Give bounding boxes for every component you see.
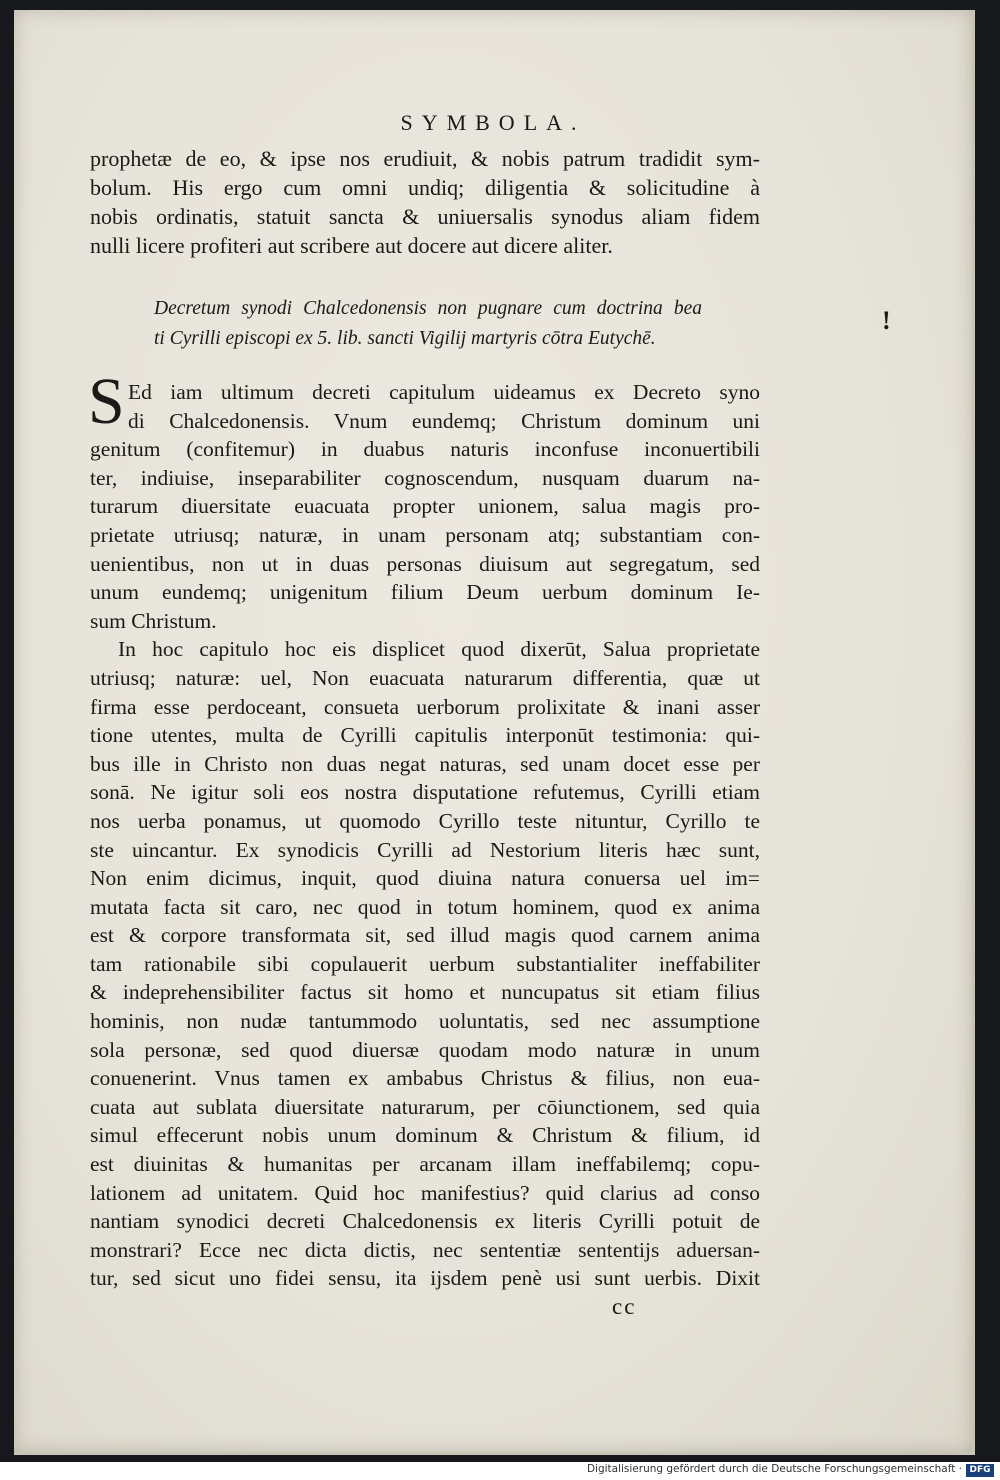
text-line: prophetæ de eo, & ipse nos erudiuit, & nobis patrum tradidit sym-: [90, 146, 760, 171]
text-line: hominis, non nudæ tantummodo uoluntatis, sed nec assumptione: [90, 1009, 760, 1034]
digitization-footer: [0, 1462, 1000, 1480]
heading-line: ti Cyrilli episcopi ex 5. lib. sancti Vigilij martyris cōtra Eutychē.: [154, 328, 656, 349]
text-line: conuenerint. Vnus tamen ex ambabus Christus & filius, non eua-: [90, 1066, 760, 1091]
heading-line: Decretum synodi Chalcedonensis non pugnare cum doctrina bea: [154, 298, 702, 319]
text-line: bolum. His ergo cum omni undiq; diligentia & solicitudine à: [90, 175, 760, 200]
text-line: monstrari? Ecce nec dicta dictis, nec sententiæ sententijs aduersan-: [90, 1237, 760, 1262]
text-line: nobis ordinatis, statuit sancta & uniuersalis synodus aliam fidem: [90, 204, 760, 229]
text-line: est diuinitas & humanitas per arcanam illam ineffabilemq; copu-: [90, 1152, 760, 1177]
footer-credit: Digitalisierung gefördert durch die Deutsche Forschungsgemeinschaft ·: [586, 1463, 962, 1475]
text-line: turarum diuersitate euacuata propter unionem, salua magis pro-: [90, 494, 760, 519]
text-line-content: Ed iam ultimum decreti capitulum uideamus ex Decreto syno: [128, 380, 760, 404]
text-line: simul effecerunt nobis unum dominum & Christum & filium, id: [90, 1123, 760, 1148]
text-line: est & corpore transformata sit, sed illud magis quod carnem anima: [90, 923, 760, 948]
text-line: cuata aut sublata diuersitate naturarum, per cōiunctionem, sed quia: [90, 1094, 760, 1119]
top-text-block: [90, 144, 760, 260]
signature-mark: cc: [612, 1294, 637, 1319]
text-line: nulli licere profiteri aut scribere aut docere aut dicere aliter.: [90, 233, 613, 258]
text-line: sonā. Ne igitur soli eos nostra disputatione refutemus, Cyrilli etiam: [90, 780, 760, 805]
main-text-block: [88, 365, 760, 1293]
text-line: tur, sed sicut uno fidei sensu, ita ijsdem penè usi sunt uerbis. Dixit: [90, 1266, 760, 1291]
text-line: lationem ad unitatem. Quid hoc manifestius? quid clarius ad conso: [90, 1180, 760, 1205]
book-page: [14, 10, 975, 1455]
margin-mark: !: [882, 306, 891, 335]
text-line: utriusq; naturæ: uel, Non euacuata naturarum differentia, quæ ut: [90, 665, 760, 690]
text-line: sum Christum.: [90, 608, 217, 633]
text-line: tam rationabile sibi copulauerit uerbum substantialiter ineffabiliter: [90, 951, 760, 976]
drop-cap: S: [88, 365, 125, 438]
text-line: & indeprehensibiliter factus sit homo et nuncupatus sit etiam filius: [90, 980, 760, 1005]
text-line: di Chalcedonensis. Vnum eundemq; Christum dominum uni: [128, 408, 760, 433]
text-line: bus ille in Christo non duas negat naturas, sed unam docet esse per: [90, 751, 760, 776]
text-line: sola personæ, sed quod diuersæ quodam modo naturæ in unum: [90, 1037, 760, 1062]
text-line: nantiam synodici decreti Chalcedonensis ex literis Cyrilli potuit de: [90, 1209, 760, 1234]
text-line: uenientibus, non ut in duas personas diuisum aut segregatum, sed: [90, 551, 760, 576]
text-line: tione utentes, multa de Cyrilli capitulis interponūt testimonia: qui-: [90, 723, 760, 748]
section-heading: [154, 294, 702, 354]
text-line: nos uerba ponamus, ut quomodo Cyrillo teste nituntur, Cyrillo te: [90, 808, 760, 833]
text-line: prietate utriusq; naturæ, in unam personam atq; substantiam con-: [90, 522, 760, 547]
running-head: SYMBOLA.: [400, 110, 586, 135]
text-line: firma esse perdoceant, consueta uerborum prolixitate & inani asser: [90, 694, 760, 719]
text-line: In hoc capitulo hoc eis displicet quod dixerūt, Salua proprietate: [118, 637, 760, 662]
dfg-logo-icon[interactable]: DFG: [966, 1464, 994, 1477]
text-line: unum eundemq; unigenitum filium Deum uerbum dominum Ie-: [90, 580, 760, 605]
text-line: genitum (confitemur) in duabus naturis inconfuse inconuertibili: [90, 437, 760, 462]
text-line: ste uincantur. Ex synodicis Cyrilli ad Nestorium literis hæc sunt,: [90, 837, 760, 862]
text-line: ter, indiuise, inseparabiliter cognoscendum, nusquam duarum na-: [90, 465, 760, 490]
text-line: mutata facta sit caro, nec quod in totum hominem, quod ex anima: [90, 894, 760, 919]
text-line: Non enim dicimus, inquit, quod diuina natura conuersa uel im=: [90, 866, 760, 891]
